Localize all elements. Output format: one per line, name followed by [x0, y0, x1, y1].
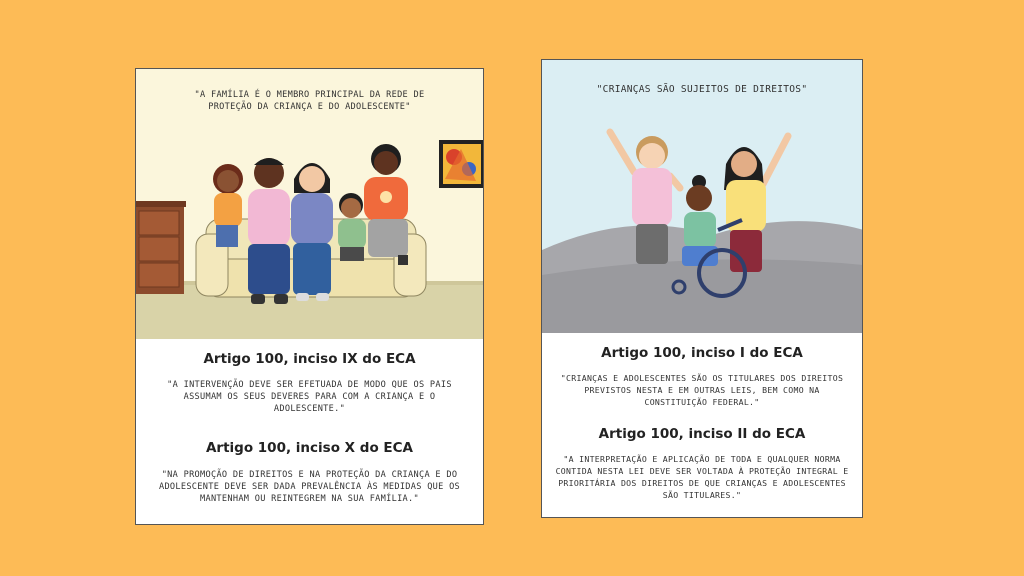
article-title-ix: Artigo 100, inciso IX do ECA [203, 351, 416, 367]
article-title-ii: Artigo 100, inciso II do ECA [598, 426, 806, 442]
father-figure [248, 158, 290, 304]
teen-boy-figure [364, 144, 408, 265]
children-illustration [542, 60, 862, 333]
family-card [135, 68, 484, 525]
family-quote: "A FAMÍLIA É O MEMBRO PRINCIPAL DA REDE DE PROTEÇÃO DA CRIANÇA E DO ADOLESCENTE" [194, 90, 425, 112]
article-text-ix: "A INTERVENÇÃO DEVE SER EFETUADA DE MODO QUE OS PAIS ASSUMAM OS SEUS DEVERES PARA COM A CRIANÇA E O ADOLESCENTE." [167, 380, 452, 414]
article-title-x: Artigo 100, inciso X do ECA [205, 440, 414, 456]
family-illustration [136, 69, 483, 339]
article-text-i: "CRIANÇAS E ADOLESCENTES SÃO OS TITULARES DOS DIREITOS PREVISTOS NESTA E EM OUTRAS LEIS, BEM COMO NA CONSTITUIÇÃO FEDERAL." [560, 373, 844, 407]
rights-quote: "CRIANÇAS SÃO SUJEITOS DE DIREITOS" [596, 84, 808, 95]
painting-icon [439, 140, 484, 188]
article-text-x: "NA PROMOÇÃO DE DIREITOS E NA PROTEÇÃO DA CRIANÇA E DO ADOLESCENTE DEVE SER DADA PREVALÊNCIA ÀS MEDIDAS QUE OS MANTENHAM OU REINTEGREM NA SUA FAMÍLIA." [158, 470, 461, 504]
small-boy-figure [338, 193, 366, 261]
rights-card [541, 59, 863, 518]
article-text-ii: "A INTERPRETAÇÃO E APLICAÇÃO DE TODA E QUALQUER NORMA CONTIDA NESTA LEI DEVE SER VOLTADA À PROTEÇÃO INTEGRAL E PRIORITÁRIA DOS DIREITOS DE QUE CRIANÇAS E ADOLESCENTES SÃO TITULARES." [555, 454, 849, 500]
article-title-i: Artigo 100, inciso I do ECA [601, 345, 803, 361]
children-scene-image [542, 60, 863, 333]
dresser-icon [136, 201, 186, 294]
mother-figure [291, 163, 333, 301]
